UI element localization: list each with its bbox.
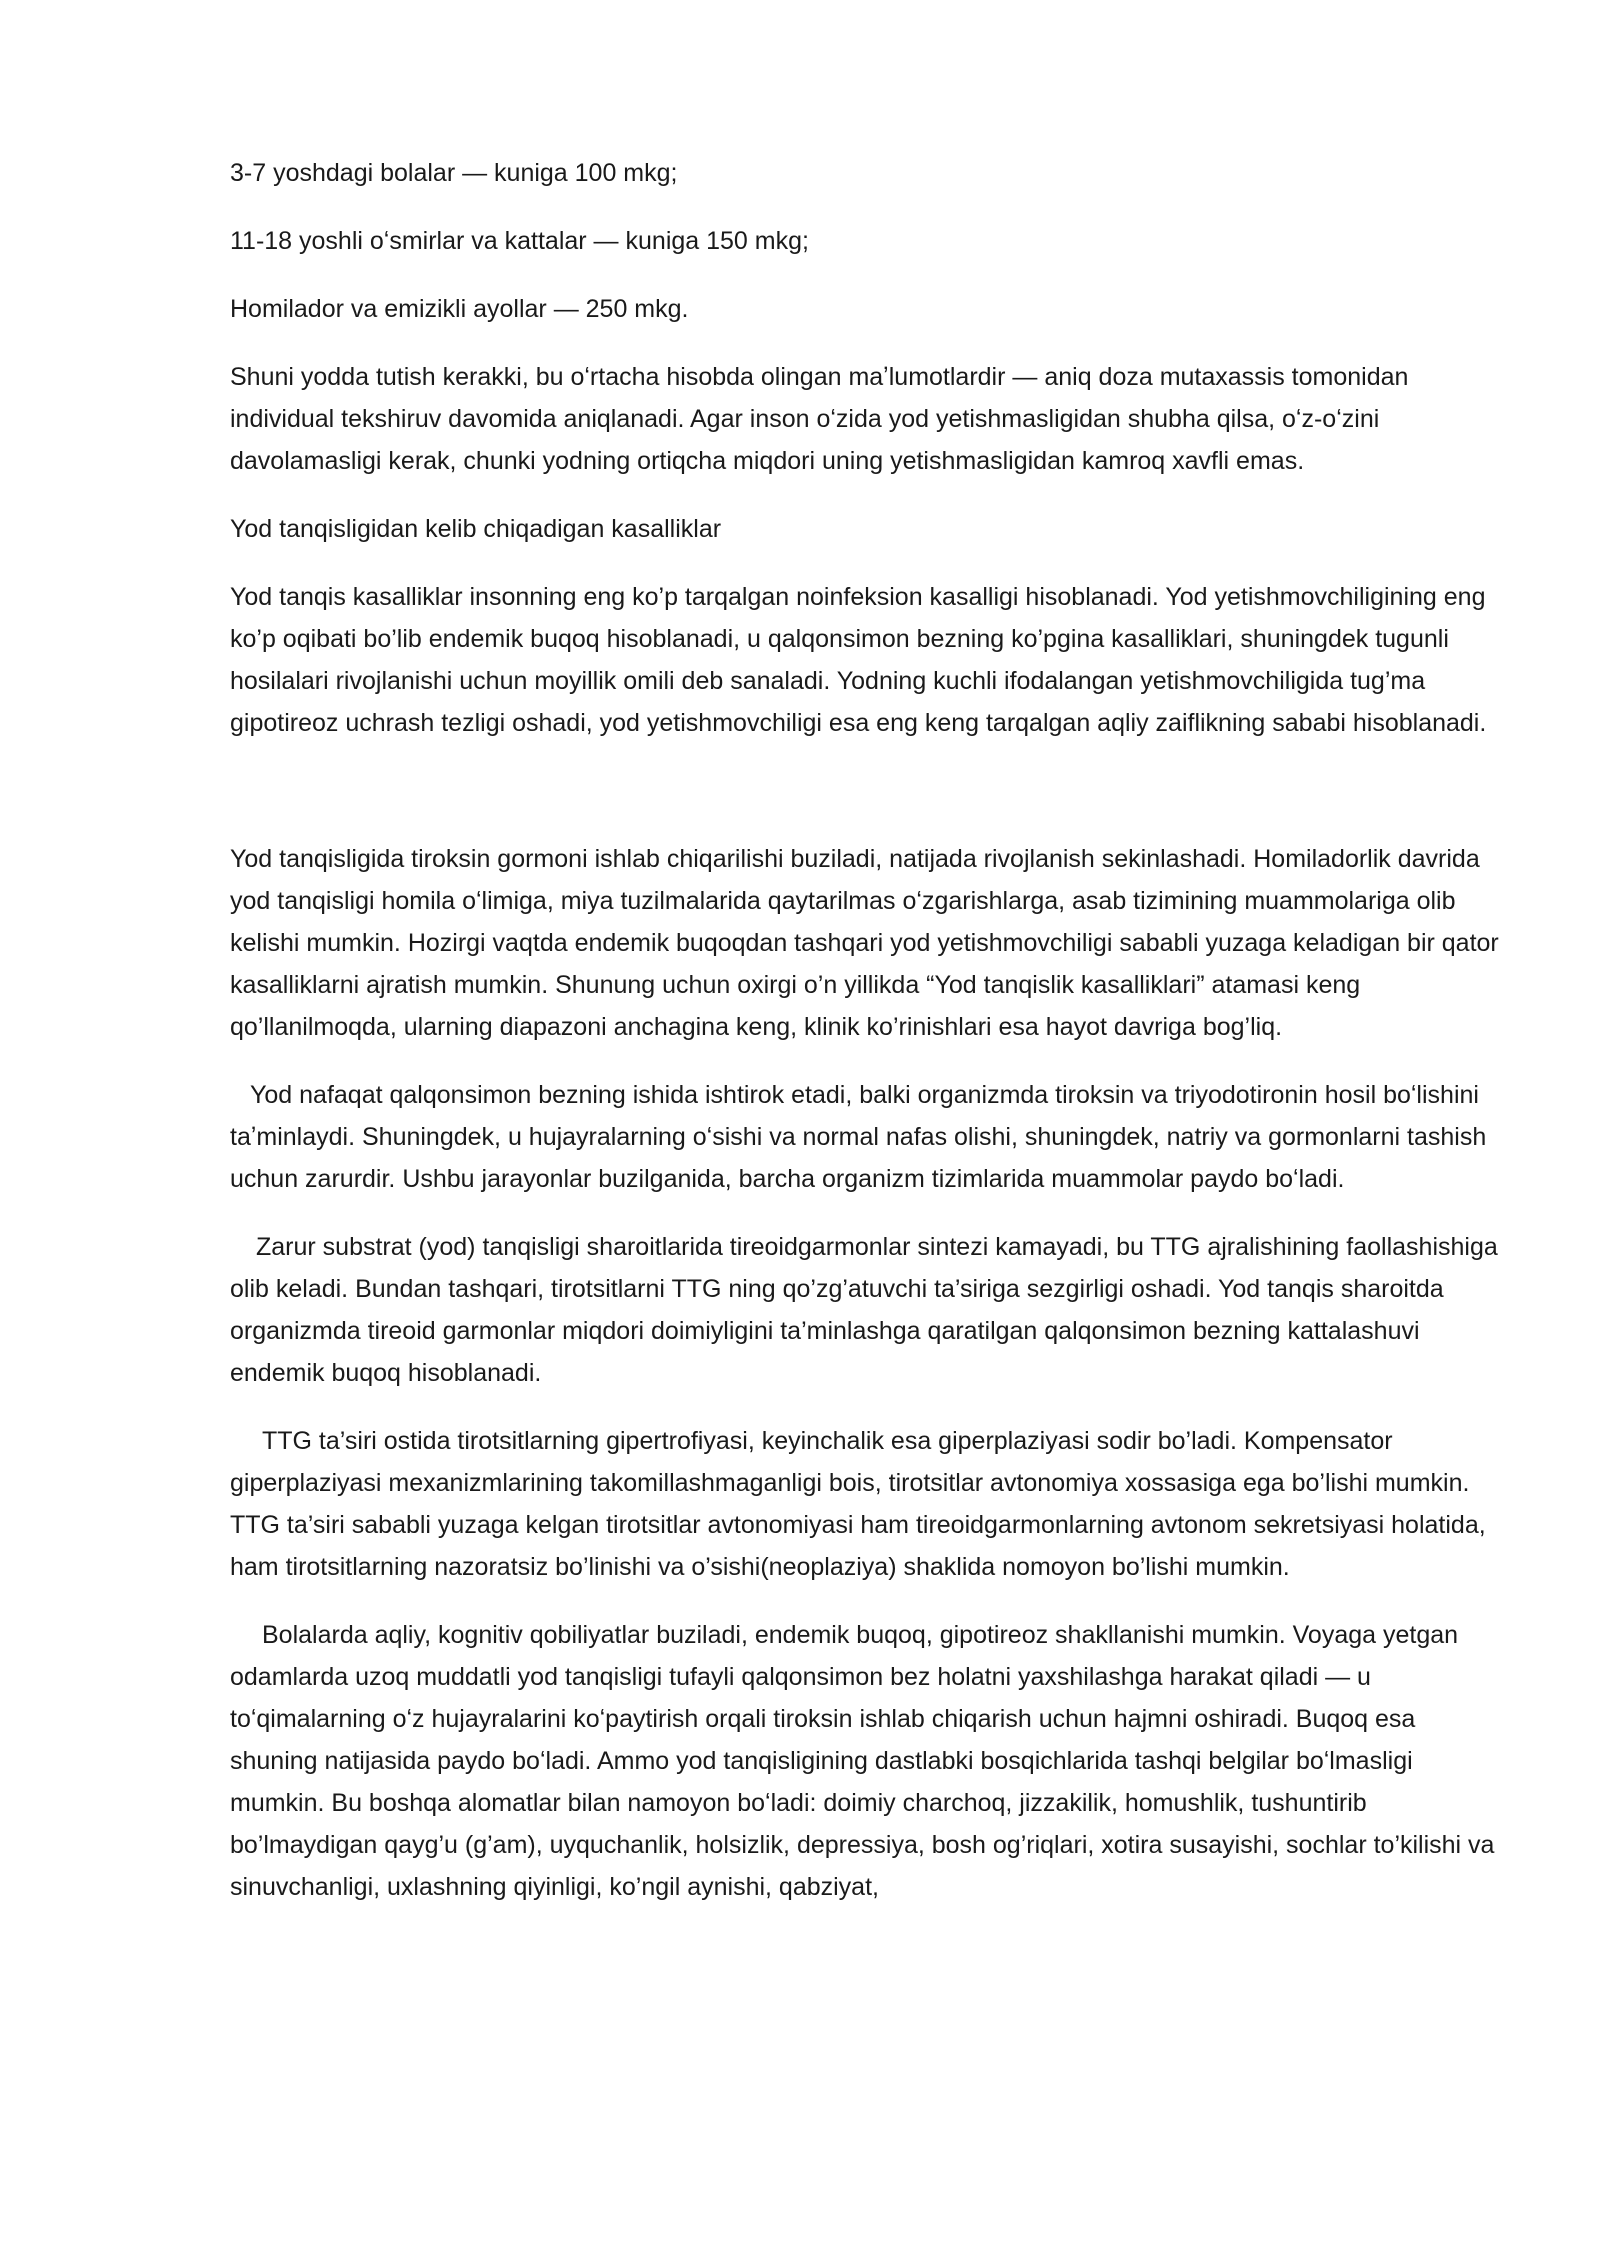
dosage-teens-adults: 11-18 yoshli oʻsmirlar va kattalar — kuniga 150 mkg; bbox=[230, 227, 809, 255]
blank-line bbox=[230, 770, 1500, 812]
body-paragraph: Yod tanqisligida tiroksin gormoni ishlab chiqarilishi buziladi, natijada rivojlanish sekinlashadi. Homiladorlik davrida yod tanqisligi homila oʻlimiga, miya tuzilmalarida qaytarilmas oʻzgarishlarga, asab tizimining muammolariga olib kelishi mumkin. Hozirgi vaqtda endemik buqoqdan tashqari yod yetishmovchiligi sababli yuzaga keladigan bir qator kasalliklarni ajratish mumkin. Shunung uchun oxirgi o’n yillikda “Yod tanqislik kasalliklari” atamasi keng qo’llanilmoqda, ularning diapazoni anchagina keng, klinik ko’rinishlari esa hayot davriga bog’liq. bbox=[230, 845, 1499, 1041]
body-paragraph: TTG ta’siri ostida tirotsitlarning gipertrofiyasi, keyinchalik esa giperplaziyasi sodir bo’ladi. Kompensator giperplaziyasi mexanizmlarining takomillashmaganligi bois, tirotsitlar avtonomiya xossasiga ega bo’lishi mumkin. TTG ta’siri sababli yuzaga kelgan tirotsitlar avtonomiyasi ham tireoidgarmonlarning avtonom sekretsiyasi holatida, ham tirotsitlarning nazoratsiz bo’linishi va o’sishi(neoplaziya) shaklida nomoyon bo’lishi mumkin. bbox=[230, 1427, 1486, 1581]
body-paragraph: Zarur substrat (yod) tanqisligi sharoitlarida tireoidgarmonlar sintezi kamayadi, bu TTG ajralishining faollashishiga olib keladi. Bundan tashqari, tirotsitlarni TTG ning qo’zg’atuvchi ta’siriga sezgirligi oshadi. Yod tanqis sharoitda organizmda tireoid garmonlar miqdori doimiyligini ta’minlashga qaratilgan qalqonsimon bezning kattalashuvi endemik buqoq hisoblanadi. bbox=[230, 1233, 1498, 1387]
section-heading: Yod tanqisligidan kelib chiqadigan kasalliklar bbox=[230, 515, 722, 543]
dosage-children: 3-7 yoshdagi bolalar — kuniga 100 mkg; bbox=[230, 159, 678, 187]
body-paragraph: Yod nafaqat qalqonsimon bezning ishida ishtirok etadi, balki organizmda tiroksin va triyodotironin hosil boʻlishini taʼminlaydi. Shuningdek, u hujayralarning oʻsishi va normal nafas olishi, shuningdek, natriy va gormonlarni tashish uchun zarurdir. Ushbu jarayonlar buzilganida, barcha organizm tizimlarida muammolar paydo boʻladi. bbox=[230, 1081, 1487, 1193]
dosage-pregnant: Homilador va emizikli ayollar — 250 mkg. bbox=[230, 295, 689, 323]
body-paragraph: Bolalarda aqliy, kognitiv qobiliyatlar buziladi, endemik buqoq, gipotireoz shakllanishi mumkin. Voyaga yetgan odamlarda uzoq muddatli yod tanqisligi tufayli qalqonsimon bez holatni yaxshilashga harakat qiladi — u toʻqimalarning oʻz hujayralarini koʻpaytirish orqali tiroksin ishlab chiqarish uchun hajmni oshiradi. Buqoq esa shuning natijasida paydo boʻladi. Ammo yod tanqisligining dastlabki bosqichlarida tashqi belgilar boʻlmasligi mumkin. Bu boshqa alomatlar bilan namoyon boʻladi: doimiy charchoq, jizzakilik, homushlik, tushuntirib bo’lmaydigan qayg’u (g’am), uyquchanlik, holsizlik, depressiya, bosh og’riqlari, xotira susayishi, sochlar to’kilishi va sinuvchanligi, uxlashning qiyinligi, ko’ngil aynishi, qabziyat, bbox=[230, 1621, 1495, 1901]
dosage-note-paragraph: Shuni yodda tutish kerakki, bu oʻrtacha hisobda olingan maʼlumotlardir — aniq doza mutaxassis tomonidan individual tekshiruv davomida aniqlanadi. Agar inson oʻzida yod yetishmasligidan shubha qilsa, oʻz-oʻzini davolamasligi kerak, chunki yodning ortiqcha miqdori uning yetishmasligidan kamroq xavfli emas. bbox=[230, 363, 1409, 475]
body-paragraph: Yod tanqis kasalliklar insonning eng ko’p tarqalgan noinfeksion kasalligi hisoblanadi. Yod yetishmovchiligining eng ko’p oqibati bo’lib endemik buqoq hisoblanadi, u qalqonsimon bezning ko’pgina kasalliklari, shuningdek tugunli hosilalari rivojlanishi uchun moyillik omili deb sanaladi. Yodning kuchli ifodalangan yetishmovchiligida tug’ma gipotireoz uchrash tezligi oshadi, yod yetishmovchiligi esa eng keng tarqalgan aqliy zaiflikning sababi hisoblanadi. bbox=[230, 583, 1487, 737]
document-body bbox=[230, 152, 1500, 1934]
